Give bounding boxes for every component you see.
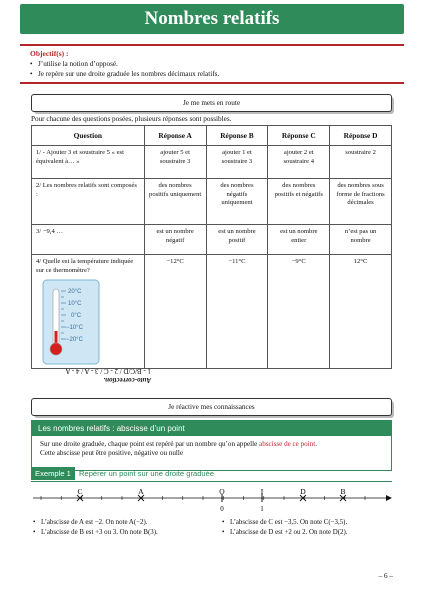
- point-label-a: A: [138, 487, 144, 496]
- page-number: – 6 –: [378, 572, 393, 580]
- answer-d-cell: 12°C: [330, 255, 392, 369]
- definition-text-end: .: [315, 440, 317, 448]
- column-header: Réponse C: [268, 126, 330, 146]
- number-line: [31, 484, 392, 514]
- answer-b-cell: est un nombre positif: [206, 225, 268, 255]
- point-label-i: I: [260, 487, 264, 496]
- definition-title: Les nombres relatifs : abscisse d’un point: [32, 421, 391, 436]
- auto-correction: [31, 366, 151, 384]
- page-title: Nombres relatifs: [144, 8, 280, 29]
- thermometer-label: 0°C: [71, 313, 82, 320]
- column-header: Réponse B: [206, 126, 268, 146]
- question-text: 4/ Quelle est la température indiquée sur ce thermomètre?: [36, 258, 134, 274]
- answer-d-cell: des nombres sous forme de fractions décimales: [330, 179, 392, 225]
- column-header: Réponse A: [144, 126, 206, 146]
- objective-item: • J’utilise la notion d’opposé.: [30, 59, 398, 69]
- answer-c-cell: est un nombre entier: [268, 225, 330, 255]
- definition-line2: Cette abscisse peut être positive, négative ou nulle: [40, 449, 184, 457]
- list-item: • L’abscisse de D est +2 ou 2. On note D(2).: [222, 528, 348, 538]
- section-label: Je réactive mes connaissances: [168, 403, 255, 411]
- question-cell: 2/ Les nombres relatifs sont composés :: [32, 179, 145, 225]
- question-cell: 1/ - Ajouter 3 et soustraire 5 « est équivalent à… »: [32, 146, 145, 179]
- answer-a-cell: −12°C: [144, 255, 206, 369]
- point-label-o: O: [219, 487, 225, 496]
- answer-d-cell: n’est pas un nombre: [330, 225, 392, 255]
- table-row: [32, 179, 392, 225]
- thermometer-label: 10°C: [68, 301, 82, 308]
- answer-b-cell: −11°C: [206, 255, 268, 369]
- intro-text: Pour chacune des questions posées, plusieurs réponses sont possibles.: [31, 115, 232, 123]
- answer-b-cell: des nombres négatifs uniquement: [206, 179, 268, 225]
- list-item: • L’abscisse de A est −2. On note A(−2).: [33, 518, 158, 528]
- section-label: Je me mets en route: [182, 99, 241, 107]
- thermometer-label: −20°C: [66, 337, 83, 344]
- page-title-bar: [20, 4, 404, 34]
- definition-box: [31, 420, 392, 471]
- answer-c-cell: des nombres positifs et négatifs: [268, 179, 330, 225]
- auto-correction-text: 1 - B/C/D / 2 - C / 3 - A / 4 - A: [65, 367, 151, 375]
- table-header-row: [32, 126, 392, 146]
- answer-d-cell: soustraire 2: [330, 146, 392, 179]
- mcq-table: [31, 125, 392, 369]
- example-right-list: [222, 518, 348, 537]
- definition-text: Sur une droite graduée, chaque point est repéré par un nombre qu’on appelle: [40, 440, 260, 448]
- answer-c-cell: ajouter 2 et soustraire 4: [268, 146, 330, 179]
- answer-a-cell: des nombres positifs uniquement: [144, 179, 206, 225]
- objective-item: • Je repère sur une droite graduée les nombres décimaux relatifs.: [30, 69, 398, 79]
- point-label-b: B: [340, 487, 346, 496]
- point-label-d: D: [300, 487, 306, 496]
- objectives-title: Objectif(s) :: [30, 49, 69, 58]
- definition-highlight: abscisse de ce point: [259, 440, 316, 448]
- thermometer-image: [42, 279, 100, 365]
- thermometer-label: −10°C: [66, 325, 83, 332]
- column-header: Réponse D: [330, 126, 392, 146]
- objectives-box: [20, 44, 404, 84]
- tick-label-one: 1: [260, 505, 264, 513]
- section-header-review: [31, 398, 392, 416]
- list-item: • L’abscisse de B est +3 ou 3. On note B(3).: [33, 528, 158, 538]
- example-header: [31, 467, 392, 482]
- table-row: [32, 225, 392, 255]
- thermometer-label: 20°C: [68, 289, 82, 296]
- example-title: Repérer un point sur une droite graduée: [79, 469, 215, 478]
- question-cell: 3/ −9,4 …: [32, 225, 145, 255]
- example-left-list: [33, 518, 158, 537]
- list-item: • L’abscisse de C est −3,5. On note C(−3,5).: [222, 518, 348, 528]
- answer-c-cell: −9°C: [268, 255, 330, 369]
- example-tag: Exemple 1: [31, 467, 75, 480]
- table-row: [32, 146, 392, 179]
- answer-b-cell: ajouter 1 et soustraire 3: [206, 146, 268, 179]
- column-header: Question: [32, 126, 145, 146]
- tick-label-zero: 0: [220, 505, 224, 513]
- answer-a-cell: est un nombre négatif: [144, 225, 206, 255]
- auto-correction-label: Auto-correction.: [103, 376, 151, 384]
- answer-a-cell: ajouter 5 et soustraire 3: [144, 146, 206, 179]
- table-row: [32, 255, 392, 369]
- section-header-warmup: [31, 94, 392, 112]
- question-cell: [32, 255, 145, 369]
- point-label-c: C: [77, 487, 83, 496]
- definition-body: [32, 436, 391, 462]
